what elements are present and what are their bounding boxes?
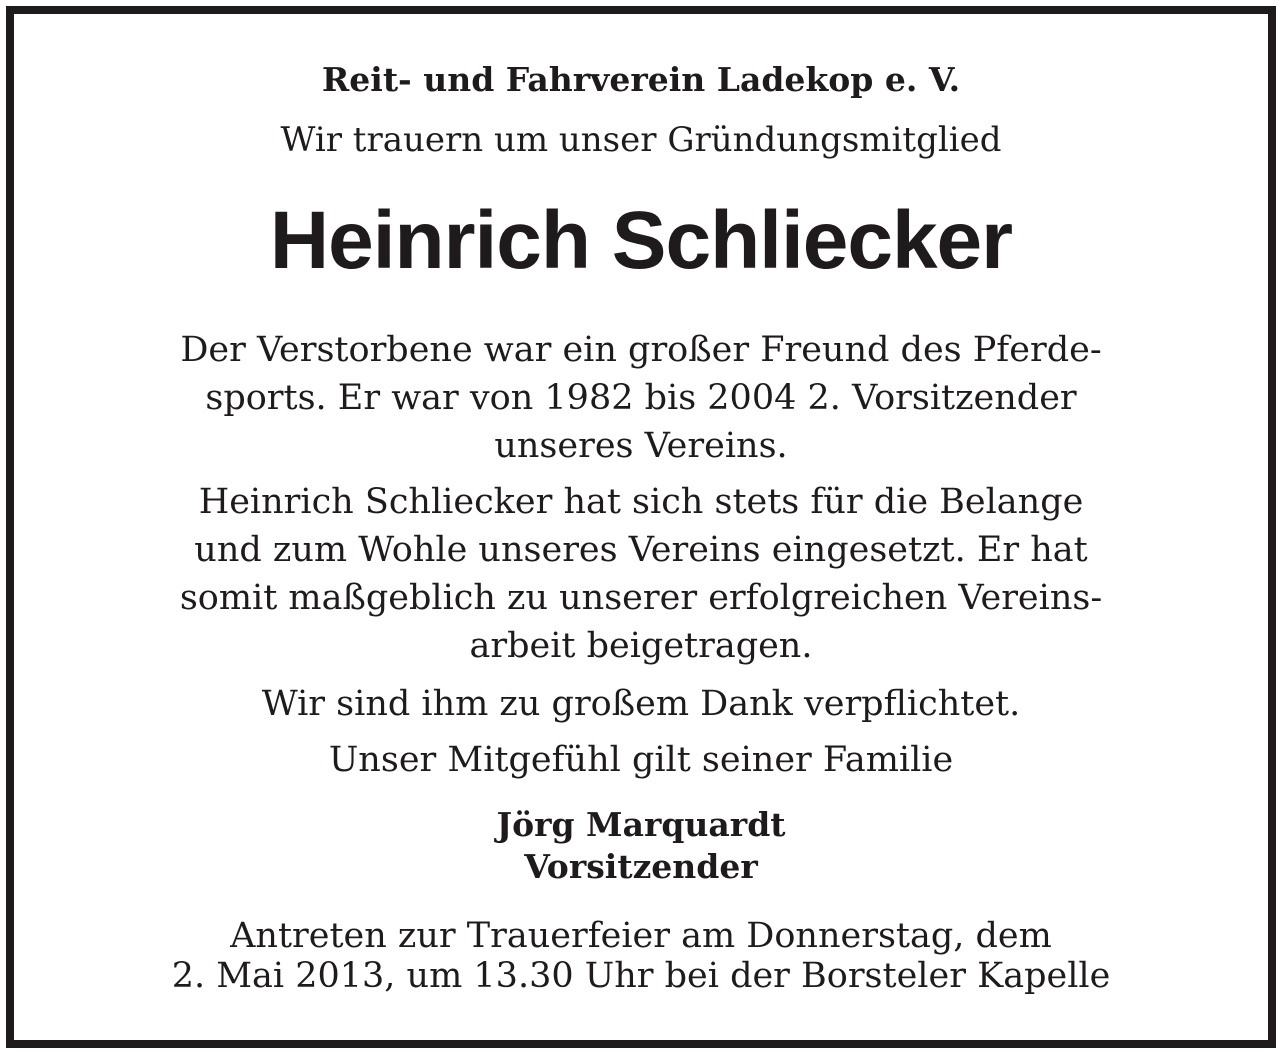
paragraph-line: somit maßgeblich zu unserer erfolgreichen Vereins-: [179, 578, 1103, 618]
paragraph-line: Heinrich Schliecker hat sich stets für die Belange: [198, 482, 1084, 522]
thanks-text: Wir sind ihm zu großem Dank verpflichtet.: [261, 684, 1021, 724]
paragraph-merits: [14, 478, 1268, 670]
paragraph-line: und zum Wohle unseres Vereins eingesetzt. Er hat: [194, 530, 1088, 570]
service-info-line: Antreten zur Trauerfeier am Donnerstag, dem: [230, 916, 1052, 956]
paragraph-line: arbeit beigetragen.: [469, 626, 813, 666]
signatory-name: Jörg Marquardt: [496, 805, 786, 844]
signatory-title: Vorsitzender: [524, 847, 758, 886]
sympathy-text: Unser Mitgefühl gilt seiner Familie: [328, 740, 954, 780]
deceased-name: Heinrich Schliecker: [269, 195, 1013, 286]
service-info-line: 2. Mai 2013, um 13.30 Uhr bei der Borsteler Kapelle: [171, 956, 1111, 996]
intro-text: Wir trauern um unser Gründungsmitglied: [280, 120, 1002, 160]
paragraph-line: Der Verstorbene war ein großer Freund des Pferde-: [180, 330, 1102, 370]
paragraph-tribute: [14, 326, 1268, 470]
club-name: Reit- und Fahrverein Ladekop e. V.: [321, 60, 961, 99]
paragraph-line: sports. Er war von 1982 bis 2004 2. Vorsitzender: [205, 378, 1077, 418]
paragraph-line: unseres Vereins.: [494, 426, 788, 466]
notice-frame: [6, 6, 1276, 1048]
